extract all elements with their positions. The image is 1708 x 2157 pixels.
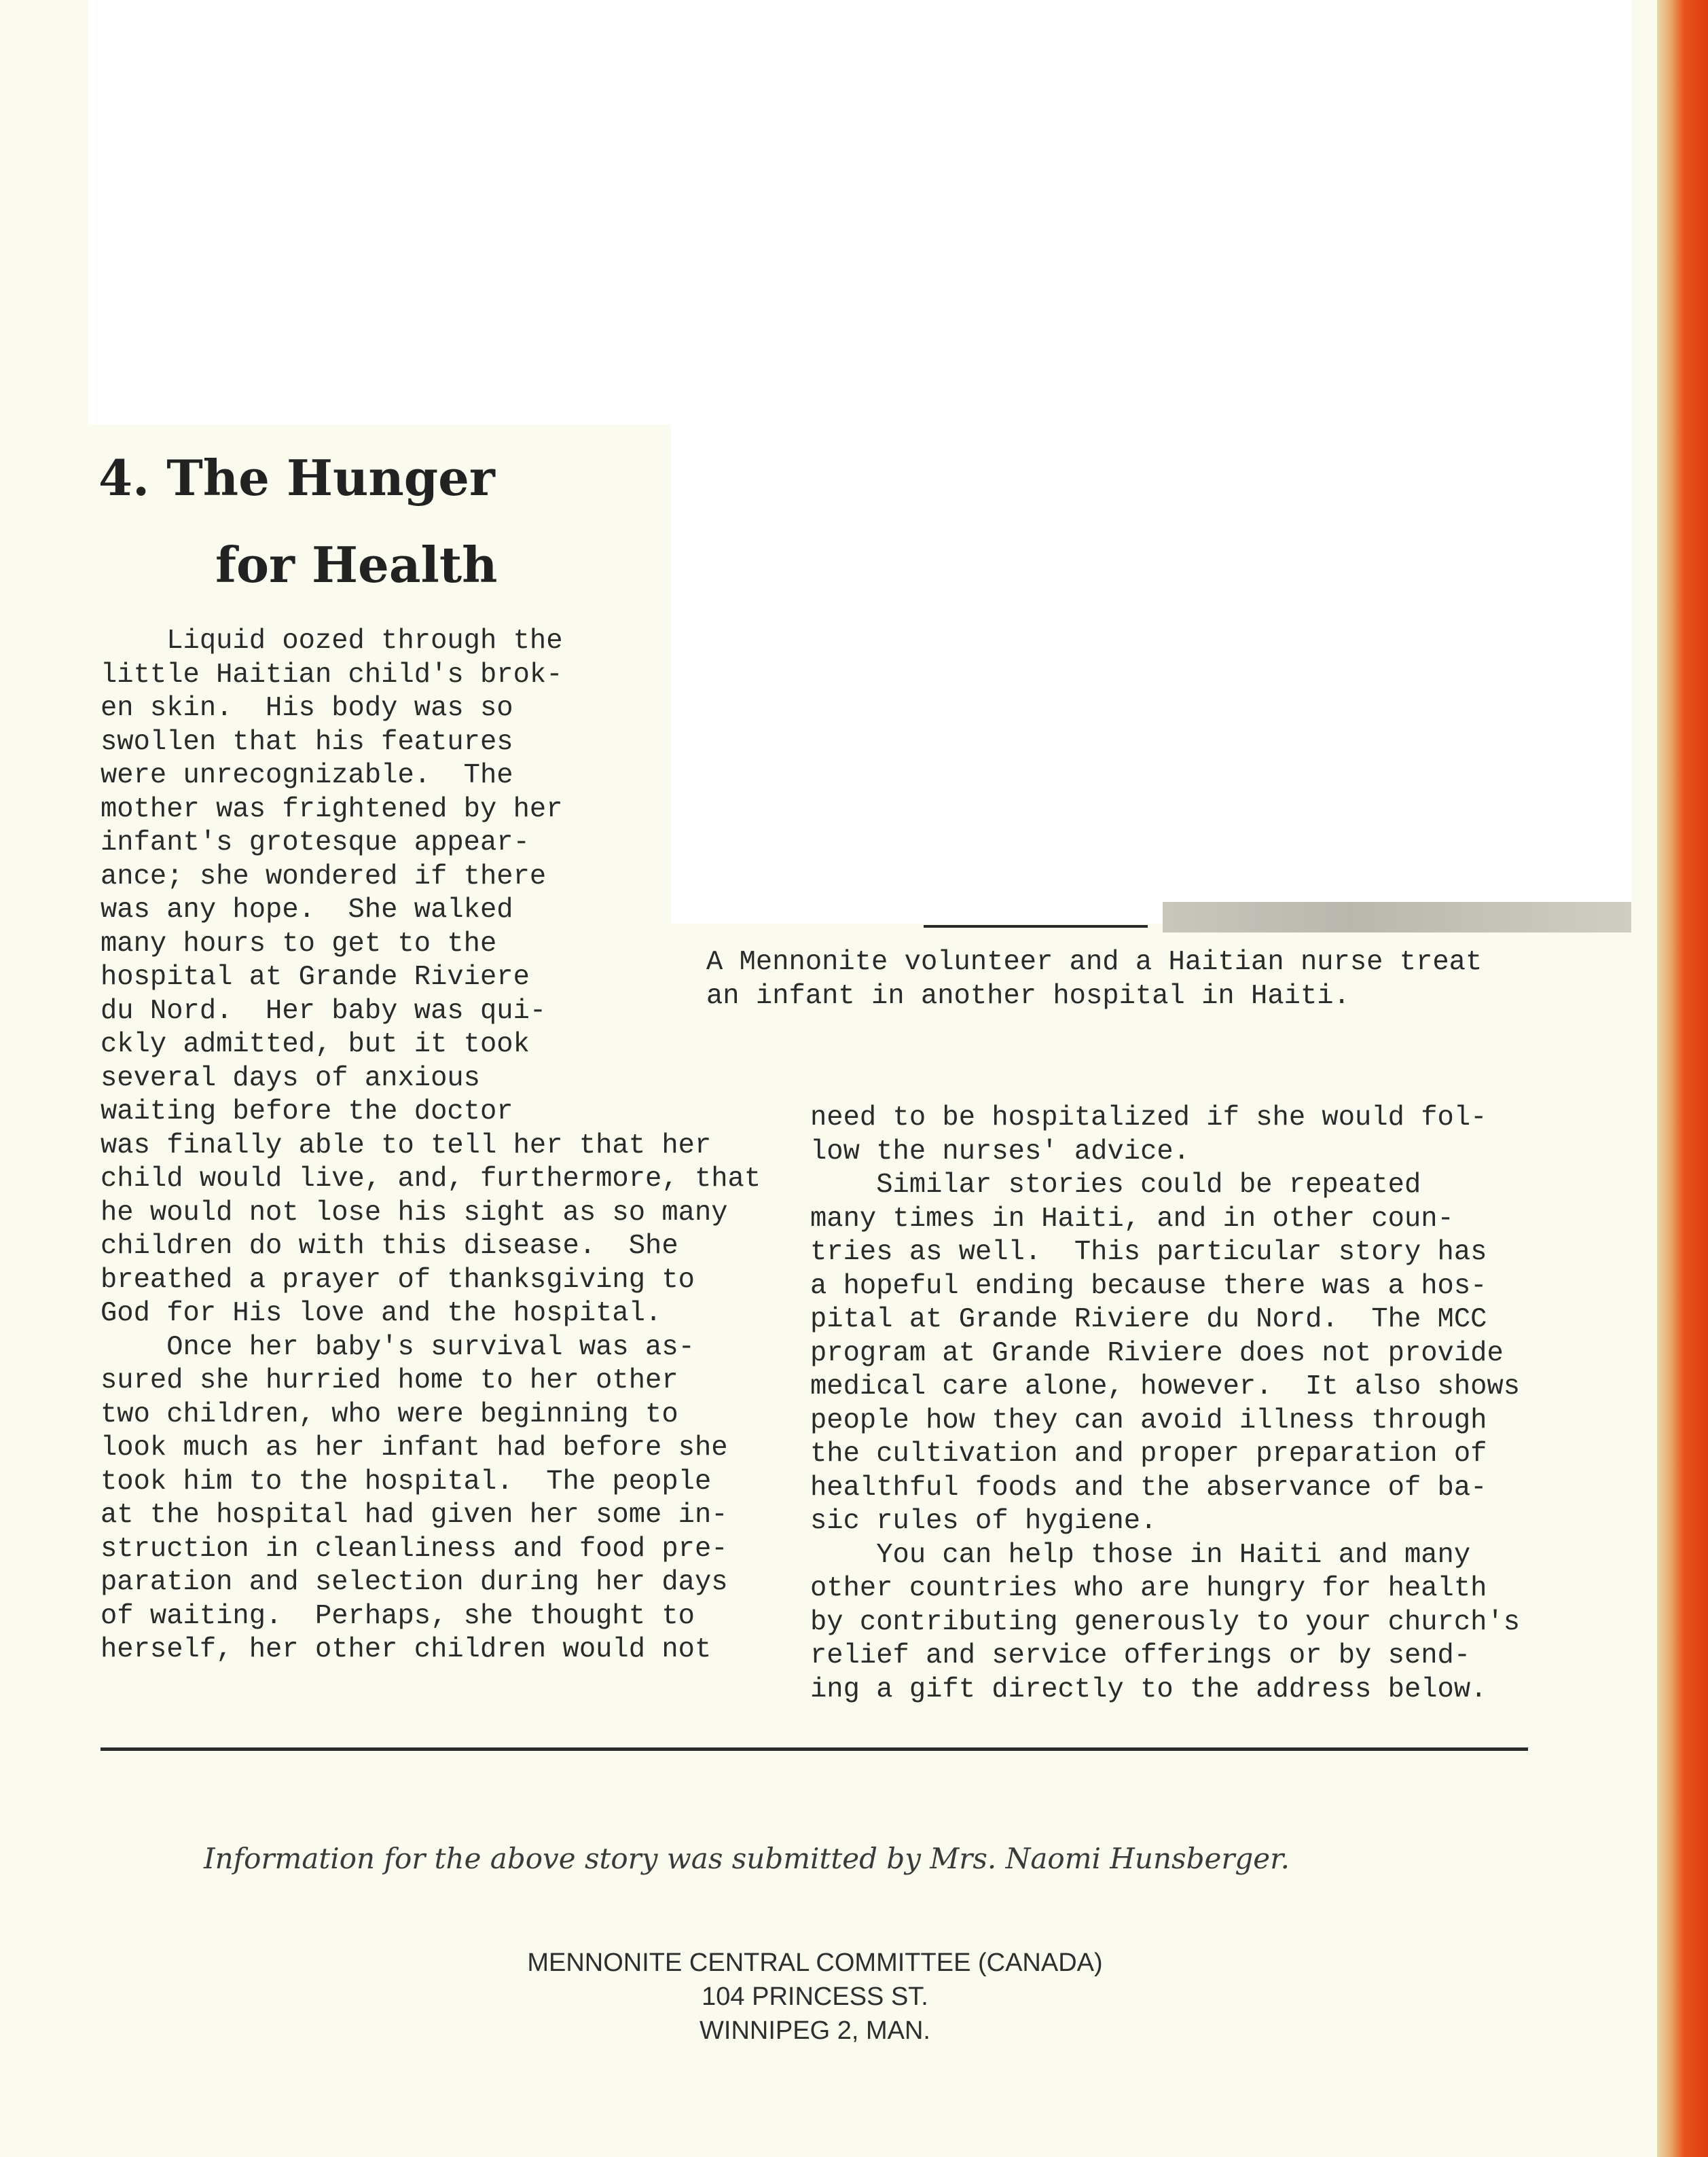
article-right-column: need to be hospitalized if she would fol- low the nurses' advice. Similar stories could be repeated many times in Haiti, and in other coun- tries as well. This particular story has a hopeful ending because there was a hos- pital at Grande Riviere du Nord. The MCC program at Grande Riviere does not provide medical care alone, however. It also shows people how they can avoid illness through the cultivation and proper preparation of healthful foods and the abservance of ba- sic rules of hygiene. You can help those in Haiti and many other countries who are hungry for health by contributing generously to your church's relief and service offerings or by send- ing a gift directly to the address below. xyxy=(810,1102,1521,1705)
photo-edge xyxy=(1163,902,1631,932)
paper-margin xyxy=(0,0,88,424)
horizontal-rule xyxy=(101,1747,1528,1751)
story-credit: Information for the above story was submitted by Mrs. Naomi Hunsberger. xyxy=(204,1842,1290,1875)
photo-caption: A Mennonite volunteer and a Haitian nurse treat an infant in another hospital in Haiti. xyxy=(706,947,1483,1012)
title-line-2: for Health xyxy=(215,536,498,594)
blank-area-top xyxy=(88,0,1631,424)
title-line-1: 4. The Hunger xyxy=(98,449,495,507)
photo-border-line xyxy=(924,925,1148,928)
address-line-city: WINNIPEG 2, MAN. xyxy=(699,2016,930,2045)
address-line-organization: MENNONITE CENTRAL COMMITTEE (CANADA) xyxy=(527,1948,1103,1977)
page-edge-orange xyxy=(1657,0,1708,2157)
mailing-address xyxy=(475,1946,1155,2048)
photo-area xyxy=(671,424,1631,924)
address-line-street: 104 PRINCESS ST. xyxy=(702,1982,928,2011)
article-title xyxy=(98,435,655,609)
article-left-column: Liquid oozed through the little Haitian child's brok- en skin. His body was so swollen that his features were unrecognizable. The mother was frightened by her infant's grotesque appear- ance; she wondered if there was any hope. She walked many hours to get to the hospital at Grande Riviere du Nord. Her baby was qui- ckly admitted, but it took several days of anxious waiting before the doctor was finally able to tell her that her child would live, and, furthermore, that he would not lose his sight as so many children do with this disease. She breathed a prayer of thanksgiving to God for His love and the hospital. Once her baby's survival was as- sured she hurried home to her other two children, who were beginning to look much as her infant had before she took him to the hospital. The people at the hospital had given her some in- struction in cleanliness and food pre- paration and selection during her days of waiting. Perhaps, she thought to herself, her other children would not xyxy=(101,626,761,1665)
